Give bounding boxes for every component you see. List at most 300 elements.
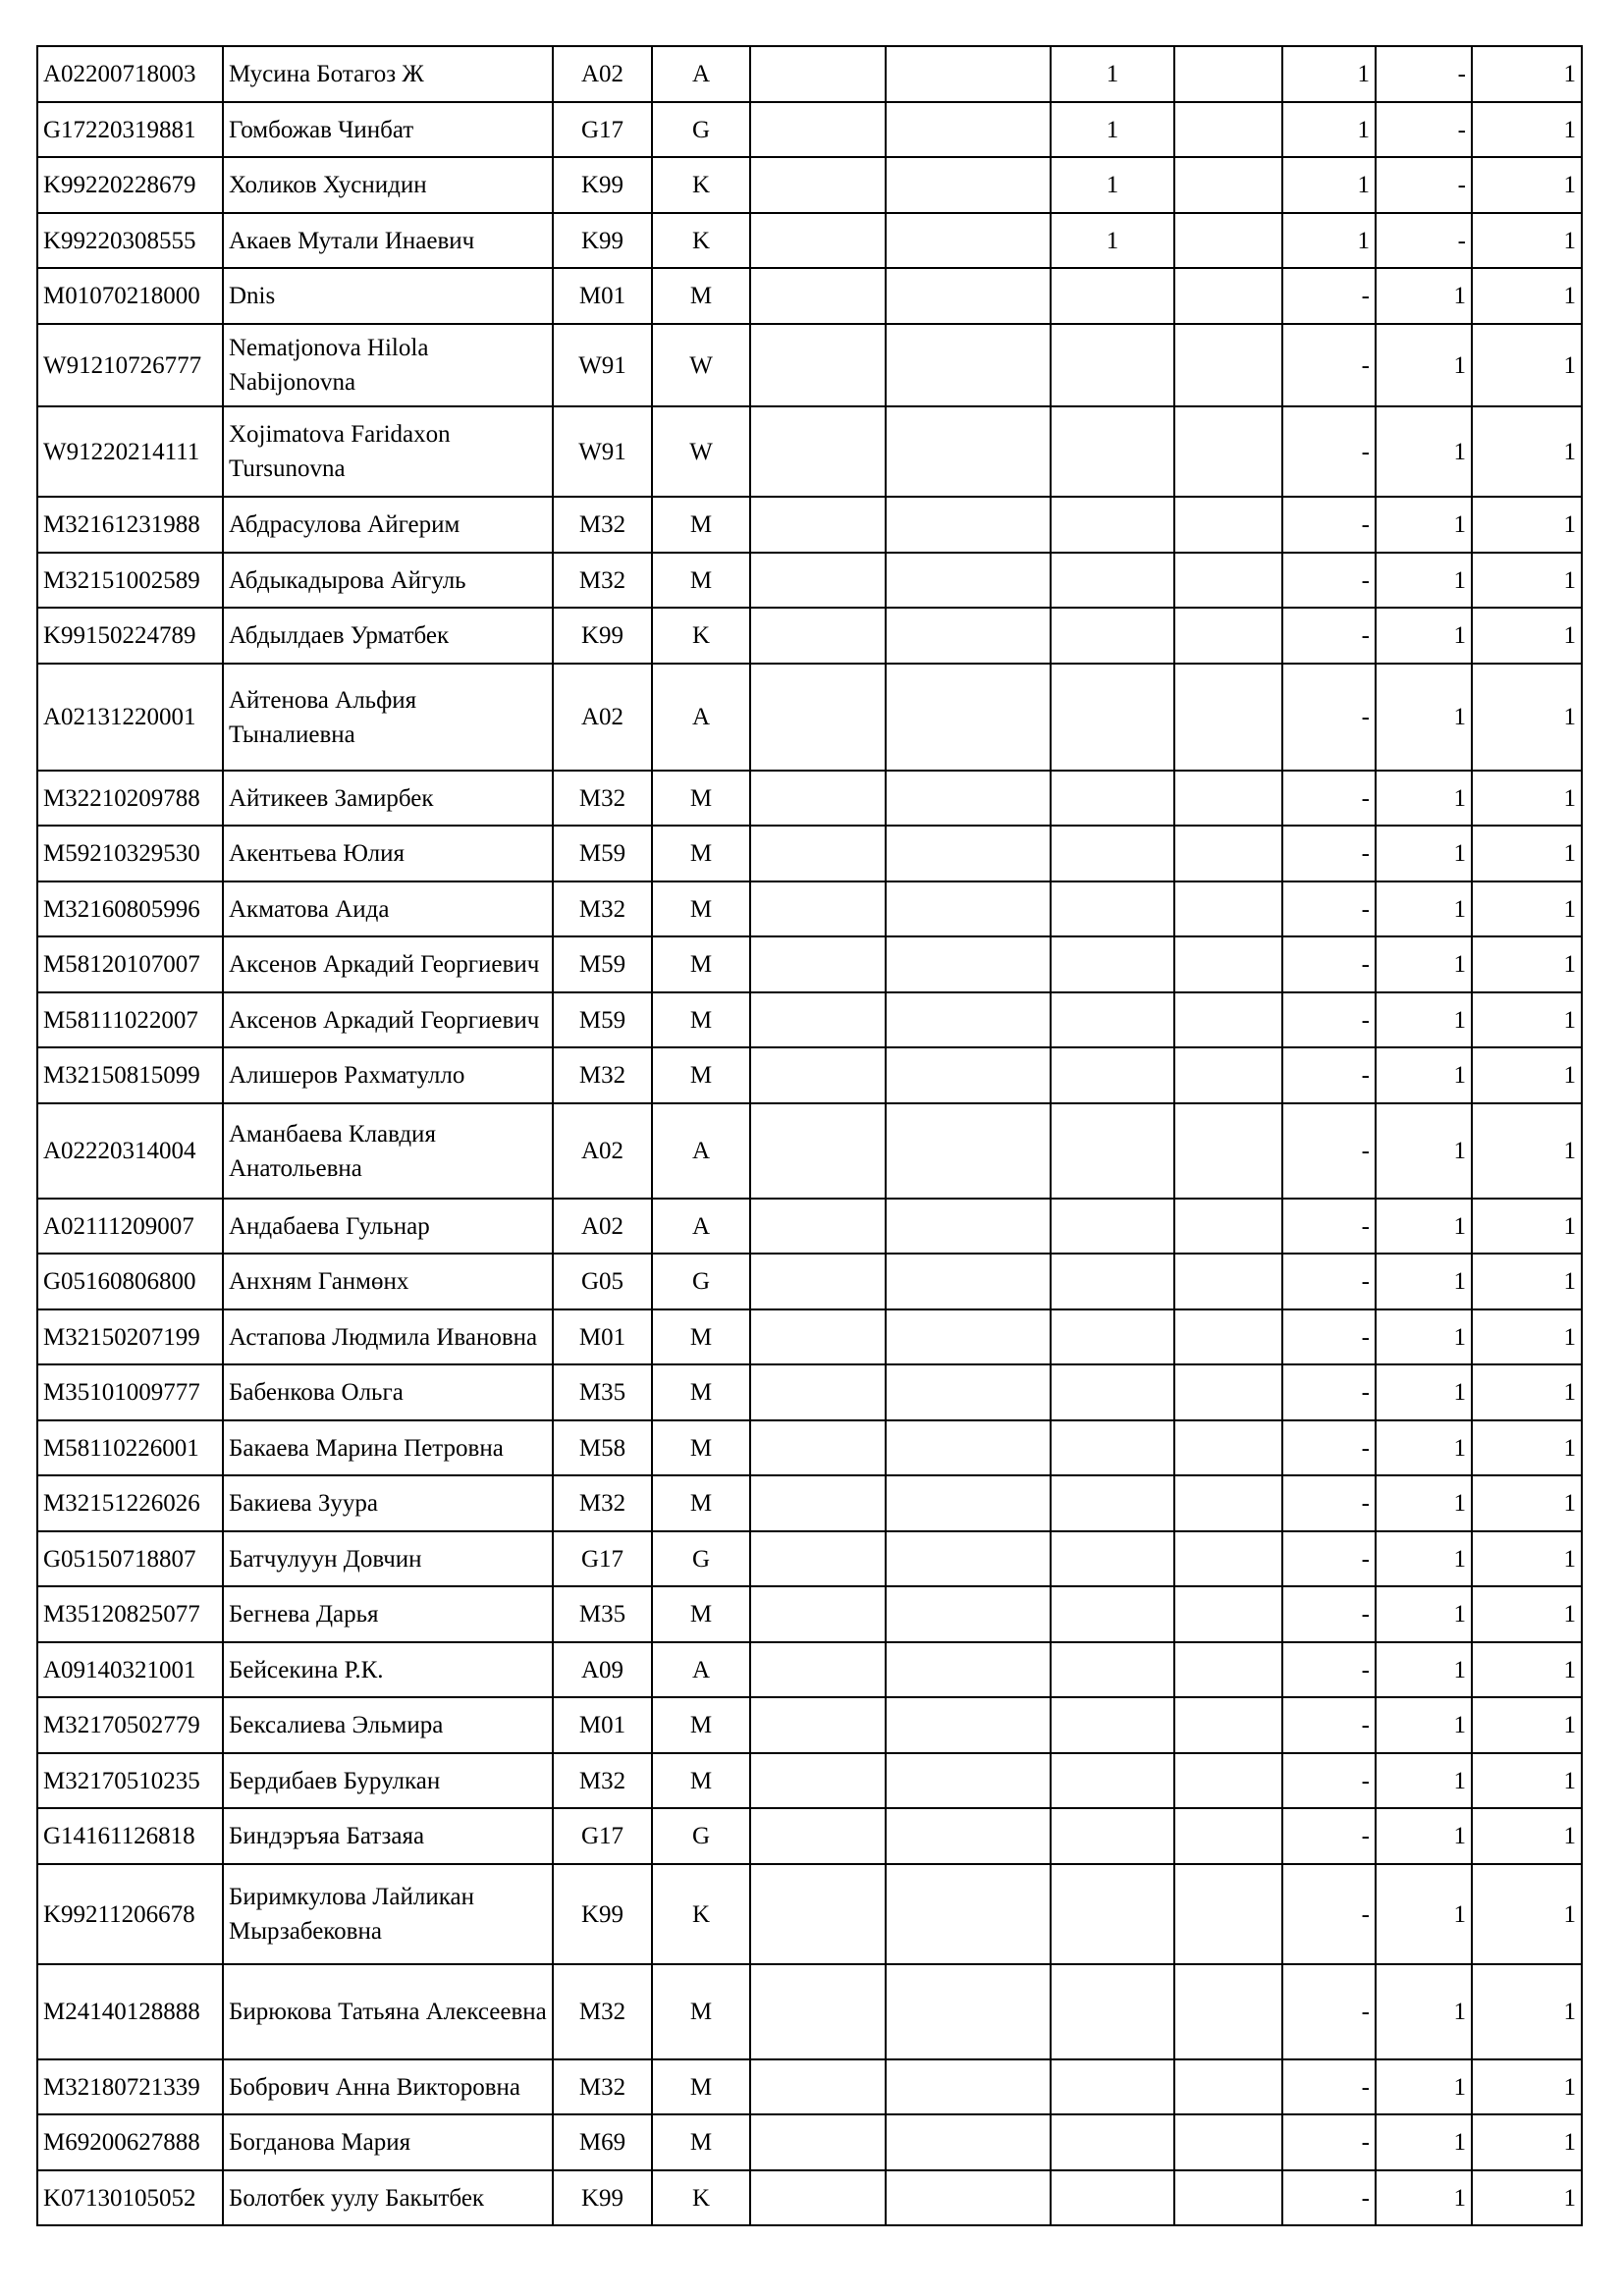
group-code-cell: M32 (553, 771, 652, 826)
count-cell-10: 1 (1376, 1364, 1472, 1420)
record-id-cell: K99220308555 (37, 213, 223, 268)
category-cell: A (652, 1642, 750, 1697)
group-code-cell: M32 (553, 1047, 652, 1103)
group-code-cell: M32 (553, 881, 652, 936)
person-name-cell: Анхням Ганмөнх (223, 1254, 553, 1309)
count-cell-9: - (1282, 608, 1376, 664)
category-cell: M (652, 992, 750, 1047)
person-name-cell: Батчулуун Довчин (223, 1531, 553, 1586)
table-row (37, 1864, 1582, 1964)
table-row (37, 2114, 1582, 2170)
count-cell-9: - (1282, 268, 1376, 324)
count-cell-10: - (1376, 213, 1472, 268)
count-cell-10: 1 (1376, 1420, 1472, 1475)
person-name-cell: Nematjonova Hilola Nabijonovna (223, 324, 553, 406)
record-id-cell: W91210726777 (37, 324, 223, 406)
total-cell: 1 (1472, 1420, 1582, 1475)
table-row (37, 881, 1582, 936)
category-cell: W (652, 406, 750, 497)
count-cell-7 (1051, 406, 1174, 497)
count-cell-7 (1051, 1475, 1174, 1531)
empty-cell-5 (750, 2114, 886, 2170)
table-row (37, 1420, 1582, 1475)
count-cell-9: - (1282, 2059, 1376, 2114)
total-cell: 1 (1472, 1364, 1582, 1420)
empty-cell-6 (886, 936, 1051, 992)
person-name-cell: Бердибаев Бурулкан (223, 1753, 553, 1808)
person-name-cell: Алишеров Рахматулло (223, 1047, 553, 1103)
total-cell: 1 (1472, 1475, 1582, 1531)
count-cell-10: 1 (1376, 881, 1472, 936)
empty-cell-5 (750, 1103, 886, 1199)
empty-cell-8 (1174, 406, 1282, 497)
empty-cell-5 (750, 1642, 886, 1697)
group-code-cell: A02 (553, 664, 652, 771)
record-id-cell: M32170502779 (37, 1697, 223, 1753)
group-code-cell: M69 (553, 2114, 652, 2170)
total-cell: 1 (1472, 1309, 1582, 1364)
person-name-cell: Абдыкадырова Айгуль (223, 553, 553, 608)
empty-cell-8 (1174, 1642, 1282, 1697)
record-id-cell: A02111209007 (37, 1199, 223, 1254)
empty-cell-8 (1174, 826, 1282, 881)
category-cell: M (652, 1047, 750, 1103)
empty-cell-5 (750, 664, 886, 771)
empty-cell-8 (1174, 1808, 1282, 1864)
category-cell: M (652, 936, 750, 992)
count-cell-10: 1 (1376, 664, 1472, 771)
record-id-cell: G05150718807 (37, 1531, 223, 1586)
record-id-cell: M32161231988 (37, 497, 223, 553)
category-cell: M (652, 1697, 750, 1753)
record-id-cell: M58111022007 (37, 992, 223, 1047)
table-row (37, 497, 1582, 553)
total-cell: 1 (1472, 664, 1582, 771)
empty-cell-8 (1174, 1864, 1282, 1964)
group-code-cell: A02 (553, 1103, 652, 1199)
person-name-cell: Аксенов Аркадий Георгиевич (223, 992, 553, 1047)
empty-cell-5 (750, 936, 886, 992)
category-cell: G (652, 1808, 750, 1864)
person-name-cell: Айтенова Альфия Тыналиевна (223, 664, 553, 771)
empty-cell-8 (1174, 881, 1282, 936)
group-code-cell: M35 (553, 1364, 652, 1420)
group-code-cell: K99 (553, 213, 652, 268)
category-cell: K (652, 213, 750, 268)
count-cell-9: - (1282, 1103, 1376, 1199)
count-cell-7 (1051, 1254, 1174, 1309)
count-cell-9: 1 (1282, 213, 1376, 268)
count-cell-9: - (1282, 1697, 1376, 1753)
table-row (37, 1103, 1582, 1199)
person-name-cell: Бейсекина Р.К. (223, 1642, 553, 1697)
empty-cell-6 (886, 1864, 1051, 1964)
count-cell-10: - (1376, 157, 1472, 213)
empty-cell-6 (886, 664, 1051, 771)
category-cell: G (652, 1531, 750, 1586)
total-cell: 1 (1472, 1586, 1582, 1642)
empty-cell-6 (886, 46, 1051, 102)
table-row (37, 1364, 1582, 1420)
group-code-cell: M32 (553, 1964, 652, 2059)
empty-cell-5 (750, 1753, 886, 1808)
group-code-cell: G17 (553, 102, 652, 157)
count-cell-9: - (1282, 1531, 1376, 1586)
total-cell: 1 (1472, 497, 1582, 553)
empty-cell-6 (886, 1309, 1051, 1364)
table-row (37, 213, 1582, 268)
group-code-cell: M32 (553, 497, 652, 553)
group-code-cell: M01 (553, 1309, 652, 1364)
total-cell: 1 (1472, 1642, 1582, 1697)
empty-cell-6 (886, 102, 1051, 157)
record-id-cell: M35120825077 (37, 1586, 223, 1642)
empty-cell-5 (750, 1047, 886, 1103)
record-id-cell: A09140321001 (37, 1642, 223, 1697)
count-cell-10: 1 (1376, 406, 1472, 497)
count-cell-10: 1 (1376, 1864, 1472, 1964)
group-code-cell: M32 (553, 1475, 652, 1531)
person-name-cell: Xojimatova Faridaxon Tursunovna (223, 406, 553, 497)
empty-cell-6 (886, 1753, 1051, 1808)
empty-cell-6 (886, 881, 1051, 936)
empty-cell-5 (750, 2170, 886, 2225)
person-name-cell: Гомбожав Чинбат (223, 102, 553, 157)
empty-cell-6 (886, 213, 1051, 268)
count-cell-7 (1051, 1531, 1174, 1586)
record-id-cell: M32150815099 (37, 1047, 223, 1103)
count-cell-9: - (1282, 992, 1376, 1047)
count-cell-9: - (1282, 1420, 1376, 1475)
total-cell: 1 (1472, 1103, 1582, 1199)
empty-cell-5 (750, 771, 886, 826)
group-code-cell: A09 (553, 1642, 652, 1697)
count-cell-9: - (1282, 1047, 1376, 1103)
count-cell-7 (1051, 1964, 1174, 2059)
empty-cell-6 (886, 1642, 1051, 1697)
empty-cell-8 (1174, 268, 1282, 324)
count-cell-7 (1051, 1753, 1174, 1808)
count-cell-10: 1 (1376, 1254, 1472, 1309)
total-cell: 1 (1472, 936, 1582, 992)
person-name-cell: Аксенов Аркадий Георгиевич (223, 936, 553, 992)
category-cell: M (652, 268, 750, 324)
count-cell-7 (1051, 1047, 1174, 1103)
table-row (37, 2059, 1582, 2114)
person-name-cell: Биндэръяа Батзаяа (223, 1808, 553, 1864)
table-row (37, 936, 1582, 992)
record-id-cell: M32151002589 (37, 553, 223, 608)
records-table (36, 45, 1583, 2226)
count-cell-7 (1051, 664, 1174, 771)
table-row (37, 102, 1582, 157)
count-cell-10: 1 (1376, 1103, 1472, 1199)
category-cell: W (652, 324, 750, 406)
empty-cell-6 (886, 1531, 1051, 1586)
category-cell: G (652, 1254, 750, 1309)
count-cell-9: - (1282, 1254, 1376, 1309)
category-cell: M (652, 1586, 750, 1642)
empty-cell-8 (1174, 102, 1282, 157)
empty-cell-8 (1174, 324, 1282, 406)
empty-cell-6 (886, 992, 1051, 1047)
category-cell: G (652, 102, 750, 157)
count-cell-9: - (1282, 1364, 1376, 1420)
count-cell-10: 1 (1376, 1531, 1472, 1586)
table-row (37, 608, 1582, 664)
empty-cell-6 (886, 157, 1051, 213)
total-cell: 1 (1472, 2059, 1582, 2114)
empty-cell-5 (750, 1808, 886, 1864)
empty-cell-6 (886, 497, 1051, 553)
empty-cell-6 (886, 2059, 1051, 2114)
record-id-cell: K99211206678 (37, 1864, 223, 1964)
category-cell: M (652, 553, 750, 608)
count-cell-10: 1 (1376, 936, 1472, 992)
count-cell-9: - (1282, 1199, 1376, 1254)
count-cell-7 (1051, 2170, 1174, 2225)
record-id-cell: G05160806800 (37, 1254, 223, 1309)
record-id-cell: G17220319881 (37, 102, 223, 157)
person-name-cell: Бакаева Марина Петровна (223, 1420, 553, 1475)
table-row (37, 664, 1582, 771)
count-cell-9: - (1282, 826, 1376, 881)
count-cell-9: - (1282, 936, 1376, 992)
empty-cell-5 (750, 1531, 886, 1586)
empty-cell-6 (886, 826, 1051, 881)
total-cell: 1 (1472, 608, 1582, 664)
count-cell-10: 1 (1376, 1697, 1472, 1753)
empty-cell-8 (1174, 664, 1282, 771)
count-cell-10: 1 (1376, 268, 1472, 324)
empty-cell-5 (750, 268, 886, 324)
record-id-cell: M59210329530 (37, 826, 223, 881)
empty-cell-6 (886, 1808, 1051, 1864)
total-cell: 1 (1472, 1254, 1582, 1309)
total-cell: 1 (1472, 1808, 1582, 1864)
total-cell: 1 (1472, 1964, 1582, 2059)
person-name-cell: Богданова Мария (223, 2114, 553, 2170)
category-cell: A (652, 1199, 750, 1254)
group-code-cell: M59 (553, 936, 652, 992)
total-cell: 1 (1472, 771, 1582, 826)
empty-cell-5 (750, 1475, 886, 1531)
group-code-cell: A02 (553, 46, 652, 102)
count-cell-10: 1 (1376, 608, 1472, 664)
count-cell-9: - (1282, 1964, 1376, 2059)
count-cell-9: - (1282, 881, 1376, 936)
group-code-cell: W91 (553, 324, 652, 406)
record-id-cell: K99150224789 (37, 608, 223, 664)
record-id-cell: M32170510235 (37, 1753, 223, 1808)
count-cell-7 (1051, 826, 1174, 881)
category-cell: M (652, 1309, 750, 1364)
empty-cell-8 (1174, 992, 1282, 1047)
record-id-cell: M69200627888 (37, 2114, 223, 2170)
empty-cell-6 (886, 1254, 1051, 1309)
empty-cell-6 (886, 1364, 1051, 1420)
count-cell-10: 1 (1376, 1309, 1472, 1364)
table-row (37, 1753, 1582, 1808)
empty-cell-5 (750, 157, 886, 213)
count-cell-7: 1 (1051, 213, 1174, 268)
group-code-cell: K99 (553, 157, 652, 213)
count-cell-9: - (1282, 1475, 1376, 1531)
table-row (37, 1475, 1582, 1531)
count-cell-7: 1 (1051, 157, 1174, 213)
count-cell-7 (1051, 1586, 1174, 1642)
count-cell-10: 1 (1376, 771, 1472, 826)
person-name-cell: Бирюкова Татьяна Алексеевна (223, 1964, 553, 2059)
count-cell-9: - (1282, 1586, 1376, 1642)
group-code-cell: M59 (553, 826, 652, 881)
empty-cell-5 (750, 881, 886, 936)
count-cell-7 (1051, 497, 1174, 553)
table-row (37, 1586, 1582, 1642)
table-row (37, 1531, 1582, 1586)
person-name-cell: Андабаева Гульнар (223, 1199, 553, 1254)
empty-cell-8 (1174, 157, 1282, 213)
category-cell: M (652, 1753, 750, 1808)
person-name-cell: Абдылдаев Урматбек (223, 608, 553, 664)
count-cell-7: 1 (1051, 46, 1174, 102)
person-name-cell: Бобрович Анна Викторовна (223, 2059, 553, 2114)
total-cell: 1 (1472, 406, 1582, 497)
empty-cell-5 (750, 1964, 886, 2059)
person-name-cell: Бакиева Зуура (223, 1475, 553, 1531)
count-cell-10: 1 (1376, 2170, 1472, 2225)
empty-cell-6 (886, 608, 1051, 664)
record-id-cell: A02131220001 (37, 664, 223, 771)
total-cell: 1 (1472, 324, 1582, 406)
person-name-cell: Dnis (223, 268, 553, 324)
person-name-cell: Аманбаева Клавдия Анатольевна (223, 1103, 553, 1199)
empty-cell-8 (1174, 1964, 1282, 2059)
count-cell-10: 1 (1376, 497, 1472, 553)
group-code-cell: M59 (553, 992, 652, 1047)
count-cell-9: - (1282, 2170, 1376, 2225)
empty-cell-6 (886, 1420, 1051, 1475)
count-cell-7 (1051, 268, 1174, 324)
category-cell: M (652, 497, 750, 553)
total-cell: 1 (1472, 102, 1582, 157)
count-cell-10: - (1376, 102, 1472, 157)
category-cell: M (652, 826, 750, 881)
empty-cell-6 (886, 406, 1051, 497)
empty-cell-5 (750, 1697, 886, 1753)
count-cell-7 (1051, 324, 1174, 406)
record-id-cell: M32210209788 (37, 771, 223, 826)
empty-cell-5 (750, 213, 886, 268)
person-name-cell: Бегнева Дарья (223, 1586, 553, 1642)
group-code-cell: A02 (553, 1199, 652, 1254)
table-row (37, 157, 1582, 213)
group-code-cell: M01 (553, 1697, 652, 1753)
record-id-cell: K99220228679 (37, 157, 223, 213)
total-cell: 1 (1472, 553, 1582, 608)
empty-cell-6 (886, 2114, 1051, 2170)
empty-cell-5 (750, 1420, 886, 1475)
empty-cell-6 (886, 2170, 1051, 2225)
empty-cell-5 (750, 992, 886, 1047)
table-row (37, 771, 1582, 826)
count-cell-10: 1 (1376, 826, 1472, 881)
total-cell: 1 (1472, 2114, 1582, 2170)
category-cell: K (652, 2170, 750, 2225)
empty-cell-8 (1174, 2059, 1282, 2114)
group-code-cell: G05 (553, 1254, 652, 1309)
count-cell-10: 1 (1376, 1808, 1472, 1864)
count-cell-7: 1 (1051, 102, 1174, 157)
empty-cell-6 (886, 268, 1051, 324)
category-cell: M (652, 771, 750, 826)
table-row (37, 1047, 1582, 1103)
empty-cell-8 (1174, 936, 1282, 992)
table-row (37, 826, 1582, 881)
count-cell-10: 1 (1376, 1586, 1472, 1642)
empty-cell-5 (750, 608, 886, 664)
empty-cell-5 (750, 826, 886, 881)
empty-cell-8 (1174, 497, 1282, 553)
table-row (37, 992, 1582, 1047)
empty-cell-6 (886, 1199, 1051, 1254)
person-name-cell: Болотбек уулу Бакытбек (223, 2170, 553, 2225)
count-cell-7 (1051, 1864, 1174, 1964)
empty-cell-8 (1174, 213, 1282, 268)
table-row (37, 553, 1582, 608)
category-cell: M (652, 881, 750, 936)
count-cell-7 (1051, 1309, 1174, 1364)
empty-cell-5 (750, 1364, 886, 1420)
empty-cell-8 (1174, 1199, 1282, 1254)
empty-cell-6 (886, 324, 1051, 406)
total-cell: 1 (1472, 213, 1582, 268)
empty-cell-5 (750, 2059, 886, 2114)
empty-cell-5 (750, 1254, 886, 1309)
count-cell-7 (1051, 1199, 1174, 1254)
person-name-cell: Айтикеев Замирбек (223, 771, 553, 826)
record-id-cell: M01070218000 (37, 268, 223, 324)
count-cell-9: - (1282, 2114, 1376, 2170)
group-code-cell: K99 (553, 1864, 652, 1964)
total-cell: 1 (1472, 1753, 1582, 1808)
category-cell: M (652, 2114, 750, 2170)
empty-cell-6 (886, 1964, 1051, 2059)
total-cell: 1 (1472, 992, 1582, 1047)
count-cell-10: 1 (1376, 992, 1472, 1047)
category-cell: M (652, 1964, 750, 2059)
records-table-body (37, 46, 1582, 2225)
record-id-cell: M35101009777 (37, 1364, 223, 1420)
person-name-cell: Биримкулова Лайликан Мырзабековна (223, 1864, 553, 1964)
group-code-cell: K99 (553, 2170, 652, 2225)
record-id-cell: M32151226026 (37, 1475, 223, 1531)
table-row (37, 1199, 1582, 1254)
group-code-cell: K99 (553, 608, 652, 664)
count-cell-7 (1051, 608, 1174, 664)
empty-cell-8 (1174, 46, 1282, 102)
total-cell: 1 (1472, 1047, 1582, 1103)
count-cell-10: 1 (1376, 1642, 1472, 1697)
group-code-cell: M58 (553, 1420, 652, 1475)
record-id-cell: M24140128888 (37, 1964, 223, 2059)
count-cell-10: 1 (1376, 2059, 1472, 2114)
empty-cell-8 (1174, 1586, 1282, 1642)
count-cell-7 (1051, 881, 1174, 936)
empty-cell-6 (886, 1475, 1051, 1531)
total-cell: 1 (1472, 157, 1582, 213)
table-row (37, 268, 1582, 324)
